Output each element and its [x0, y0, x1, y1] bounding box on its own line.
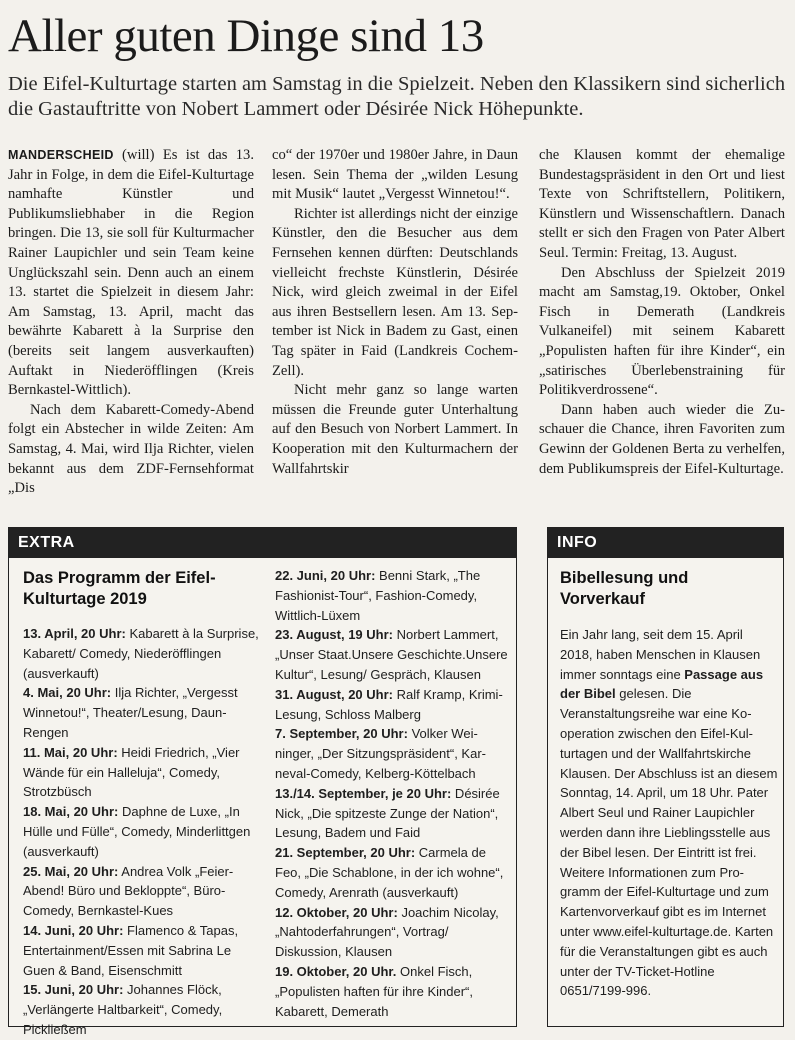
program-event-text: Volker Weininger, „Der Sitzungspräsident“, Karneval-Comedy, Kelberg-Köttelbach — [275, 726, 486, 781]
program-event-date: 19. Oktober, 20 Uhr. — [275, 963, 397, 979]
program-event-date: 11. Mai, 20 Uhr: — [23, 744, 118, 760]
program-list-right — [275, 566, 511, 1021]
program-event-text: Andrea Volk „Feier-Abend! Büro und Bekloppte“, Büro-Comedy, Bernkastel-Kues — [23, 863, 234, 919]
author: (will) — [122, 147, 155, 163]
program-event-text: Flamenco & Tapas, Entertainment/Essen mit Sabrina Le Guen & Band, Eisenschmitt — [23, 922, 239, 978]
program-event — [23, 980, 259, 1039]
article-paragraph: Dann haben auch wieder die Zuschauer die Chance, ihren Favoriten zum Gewinn der Goldenen Berta zu verhelfen, dem Publikumspreis der Eifel-Kulturtage. — [539, 401, 785, 477]
info-text-part: gelesen. Die Veranstaltungsreihe war eine Kooperation zwischen den Eifel-Kulturtagen und der Wallfahrtskirche Klausen. Der Abschluss ist an diesem Sonntag, 14. April, um 18 Uhr. Pater Albert Seul und Rainer Laupichler werden dann ihre Lieblingsstelle aus der Bibel lesen. Der Eintritt ist frei. — [560, 686, 778, 860]
article-column-2 — [272, 146, 518, 479]
program-event — [275, 784, 511, 843]
headline: Aller guten Dinge sind 13 — [8, 10, 484, 62]
program-event-text: Ilja Richter, „Vergesst Winnetou!“, Theater/Lesung, Daun-Rengen — [23, 685, 238, 740]
dateline: MANDERSCHEID — [8, 148, 114, 162]
program-event — [23, 624, 259, 683]
program-event-date: 14. Juni, 20 Uhr: — [23, 922, 124, 938]
info-text-part: Ein Jahr lang, seit dem 15. April 2018, haben Menschen in Klausen immer sonntags eine — [560, 627, 761, 682]
info-title: Bibellesung und Vorverkauf — [560, 569, 689, 608]
program-event-text: Norbert Lammert, „Unser Staat.Unsere Geschichte.Unsere Kultur“, Lesung/ Gespräch, Klausen — [275, 627, 508, 682]
info-text — [560, 625, 778, 1001]
extra-label: EXTRA — [9, 528, 516, 558]
article-paragraph — [8, 146, 254, 401]
program-event-date: 18. Mai, 20 Uhr: — [23, 804, 119, 820]
article-paragraph: Nach dem Kabarett-Comedy-Abend folgt ein Abstecher in wilde Zeiten: Am Samstag, 4. Mai, wird Ilja Richter, vielen bekannt aus dem ZDF-Fernsehformat „Dis — [8, 401, 254, 497]
article-column-3 — [539, 146, 785, 479]
program-event-date: 7. September, 20 Uhr: — [275, 726, 408, 742]
program-event — [23, 921, 259, 980]
deck: Die Eifel-Kulturtage starten am Samstag in die Spielzeit. Neben den Klassikern sind sicherlich die Gastauftritte von Nobert Lammert oder Désirée Nick Höhepunkte. — [8, 73, 786, 120]
program-event-date: 22. Juni, 20 Uhr: — [275, 568, 376, 583]
program-event-date: 21. September, 20 Uhr: — [275, 845, 416, 861]
program-event-text: Johannes Flöck, „Verlängerte Haltbarkeit“, Comedy, Pickließem — [23, 982, 223, 1037]
program-event-text: Benni Stark, „The Fashionist-Tour“, Fashion-Comedy, Wittlich-Lüxem — [275, 568, 481, 623]
info-label: INFO — [548, 528, 783, 558]
program-event-date: 23. August, 19 Uhr: — [275, 627, 393, 643]
program-event-text: Carmela de Feo, „Die Schablone, in der ich wohne“, Comedy, Arenrath (ausverkauft) — [275, 845, 504, 900]
info-paragraph: Weitere Informationen zum Programm der Eifel-Kulturtage und zum Kartenvorverkauf gibt es im Internet unter www.eifel-kulturtage.de. Karten für die Veranstaltungen gibt es auch unter der TV-Ticket-Hotline 0651/7199-996. — [560, 864, 774, 999]
article-paragraph: co“ der 1970er und 1980er Jahre, in Daun lesen. Sein Thema der „wilden Lesung mit Musik“ lautet „Vergesst Winnetou!“. — [272, 147, 518, 203]
program-event-text: Heidi Friedrich, „Vier Wände für ein Halleluja“, Comedy, Strotzbüsch — [23, 744, 240, 800]
info-text-bold: Passage aus der Bibel — [560, 666, 764, 702]
program-event — [275, 625, 511, 684]
program-event — [23, 862, 259, 921]
program-event-date: 31. August, 20 Uhr: — [275, 686, 393, 702]
program-event — [23, 802, 259, 861]
program-event-date: 13./14. September, je 20 Uhr: — [275, 785, 452, 801]
program-event-date: 25. Mai, 20 Uhr: — [23, 863, 119, 879]
program-event-date: 15. Juni, 20 Uhr: — [23, 982, 124, 998]
extra-box — [8, 527, 517, 1037]
program-event — [23, 743, 259, 802]
program-event — [275, 903, 511, 962]
article-column-1 — [8, 146, 254, 499]
program-event-text: Onkel Fisch, „Populisten haften für ihre Kinder“, Kabarett, Demerath — [275, 963, 473, 1019]
info-paragraph — [560, 625, 778, 863]
program-event — [275, 685, 511, 725]
program-event-date: 13. April, 20 Uhr: — [23, 626, 126, 641]
article-paragraph: Den Abschluss der Spielzeit 2019 macht am Samstag,19. Oktober, Onkel Fisch in Demerath (Landkreis Vulkaneifel) mit seinem Kabarett „Populisten haften für ihre Kinder“, ein „satirisches Überlebenstraining für Politikverdrossene“. — [539, 264, 785, 399]
extra-title: Das Programm der Eifel-Kulturtage 2019 — [23, 569, 216, 608]
program-event-date: 4. Mai, 20 Uhr: — [23, 685, 112, 701]
program-event-text: Joachim Nicolay, „Nahtoderfahrungen“, Vortrag/ Diskussion, Klausen — [275, 904, 499, 960]
program-event — [275, 843, 511, 902]
program-event — [275, 962, 511, 1021]
program-event-text: Kabarett à la Surprise, Kabarett/ Comedy, Niederöfflingen (ausverkauft) — [23, 626, 259, 681]
info-box — [547, 527, 784, 1027]
article-paragraph: che Klausen kommt der ehemalige Bundestagspräsident in den Ort und liest Texte von Schriftstellern, Politikern, Künstlern und Wissenschaftlern. Danach stellt er sich den Fragen von Pater Albert Seul. Termin: Freitag, 13. August. — [539, 147, 785, 261]
paragraph-text: Es ist das 13. Jahr in Folge, in dem die Eifel-Kulturtage namhafte Künstler und Publikumsliebhaber in die Region bringen. Die 13, sie soll für Kulturmacher Rainer Laupichler und sein Team keine Unglückszahl sein. Denn auch an einem 13. startet die Spielzeit in diesem Jahr: Am Samstag, 13. April, macht das bewährte Kabarett à la Surprise den (bereits seit langem ausverkauften) Auftakt in Niederöfflingen (Kreis Bernkastel-Wittlich). — [8, 147, 254, 399]
program-event-text: Désirée Nick, „Die spitzeste Zunge der Nation“, Lesung, Badem und Faid — [275, 785, 500, 841]
article-paragraph: Richter ist allerdings nicht der einzige Künstler, den die Besucher aus dem Fernsehen kennen dürften: Deutschlands vielleicht frechste Künstlerin, Désirée Nick, wird gleich zweimal in der Eifel aus ihren Bestsellern lesen. Am 13. September ist Nick in Badem zu Gast, einen Tag später in Faid (Landkreis Cochem-Zell). — [272, 205, 518, 379]
program-event — [23, 683, 259, 742]
article-paragraph: Nicht mehr ganz so lange warten müssen die Freunde guter Unterhaltung auf den Besuch von Norbert Lammert. In Kooperation mit den Kulturmachern der Wallfahrtskir — [272, 382, 518, 477]
program-event-text: Ralf Kramp, Krimi-Lesung, Schloss Malberg — [275, 686, 503, 722]
program-list-left — [23, 624, 259, 1040]
program-event-date: 12. Oktober, 20 Uhr: — [275, 904, 398, 920]
program-event-text: Daphne de Luxe, „In Hülle und Fülle“, Comedy, Minderlittgen (ausverkauft) — [23, 804, 251, 859]
program-event — [275, 566, 511, 625]
program-event — [275, 724, 511, 783]
